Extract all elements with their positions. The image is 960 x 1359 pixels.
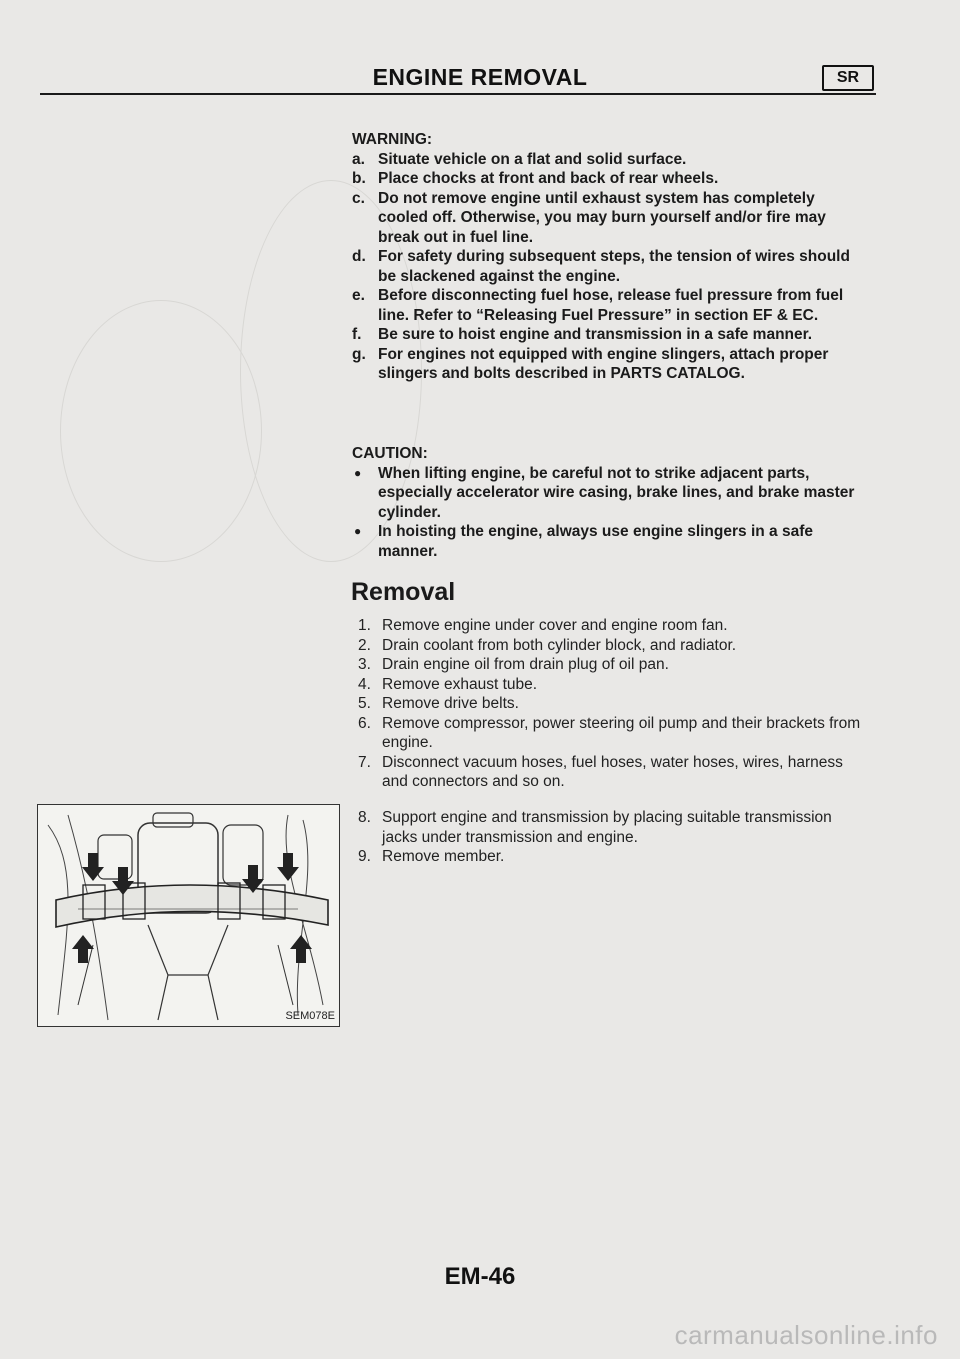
step-text: Remove exhaust tube.: [382, 675, 538, 693]
section-badge: SR: [822, 65, 874, 91]
header-rule: [40, 93, 876, 95]
item-marker: g.: [352, 345, 366, 363]
step-number: 2.: [358, 636, 371, 654]
step-number: 1.: [358, 617, 371, 634]
step-text: Drain engine oil from drain plug of oil pan.: [382, 656, 669, 673]
step-item: [358, 655, 868, 675]
warning-item: [352, 189, 868, 248]
item-text: Before disconnecting fuel hose, release fuel pressure from fuel line. Refer to “Releasing Fuel Pressure” in section EF & EC.: [378, 287, 844, 324]
item-marker: f.: [352, 326, 362, 343]
step-item: [358, 675, 868, 695]
step-item: [358, 636, 868, 656]
step-number: 7.: [358, 753, 371, 771]
item-marker: c.: [352, 189, 365, 207]
section-title: Removal: [351, 578, 456, 606]
step-item: [358, 753, 868, 792]
item-text: Be sure to hoist engine and transmission in a safe manner.: [378, 326, 813, 343]
step-item: [358, 694, 868, 714]
step-text: Drain coolant from both cylinder block, and radiator.: [382, 636, 737, 654]
warning-item: [352, 325, 868, 345]
step-number: 9.: [358, 848, 371, 865]
step-number: 8.: [358, 809, 371, 826]
bullet-icon: ●: [354, 524, 362, 538]
caution-item: [352, 464, 868, 523]
item-marker: e.: [352, 287, 365, 304]
warning-heading: WARNING:: [352, 131, 433, 148]
removal-steps-continued: [358, 808, 868, 867]
step-text: Remove drive belts.: [382, 695, 519, 712]
item-marker: b.: [352, 170, 366, 187]
item-text: In hoisting the engine, always use engine slingers in a safe manner.: [378, 523, 813, 560]
bullet-icon: ●: [354, 465, 362, 480]
item-text: Do not remove engine until exhaust system has completely cooled off. Otherwise, you may burn yourself and/or fire may break out in fuel line.: [378, 189, 826, 246]
step-text: Remove member.: [382, 848, 505, 865]
step-item: [358, 808, 868, 847]
step-text: Remove compressor, power steering oil pump and their brackets from engine.: [382, 714, 861, 751]
step-number: 4.: [358, 675, 371, 693]
step-number: 5.: [358, 695, 371, 712]
item-marker: a.: [352, 150, 365, 168]
item-text: For safety during subsequent steps, the tension of wires should be slackened against the engine.: [378, 248, 850, 285]
warning-item: [352, 150, 868, 170]
page-title: ENGINE REMOVAL: [372, 64, 588, 90]
item-text: Place chocks at front and back of rear wheels.: [378, 170, 719, 187]
step-text: Remove engine under cover and engine room fan.: [382, 617, 728, 634]
removal-steps: [358, 616, 868, 792]
watermark: carmanualsonline.info: [674, 1320, 938, 1350]
warning-item: [352, 169, 868, 189]
step-item: [358, 616, 868, 636]
engine-member-illustration: [37, 804, 340, 1027]
item-marker: d.: [352, 248, 366, 265]
step-number: 6.: [358, 714, 371, 732]
item-text: Situate vehicle on a flat and solid surface.: [378, 150, 687, 168]
caution-item: [352, 522, 868, 561]
warning-item: [352, 286, 868, 325]
item-text: When lifting engine, be careful not to strike adjacent parts, especially accelerator wire casing, brake lines, and brake master cylinder.: [378, 464, 855, 521]
warning-block: [352, 130, 868, 384]
bleed-through-shape: [60, 300, 262, 562]
step-item: [358, 847, 868, 867]
warning-item: [352, 247, 868, 286]
caution-heading: CAUTION:: [352, 445, 428, 462]
step-text: Disconnect vacuum hoses, fuel hoses, water hoses, wires, harness and connectors and so on.: [382, 753, 843, 790]
page-number: EM-46: [444, 1263, 516, 1290]
step-item: [358, 714, 868, 753]
figure-code: SEM078E: [285, 1010, 335, 1022]
item-text: For engines not equipped with engine slingers, attach proper slingers and bolts described in PARTS CATALOG.: [378, 345, 829, 382]
engine-diagram: [38, 805, 338, 1025]
step-text: Support engine and transmission by placing suitable transmission jacks under transmission and engine.: [382, 809, 832, 846]
caution-block: [352, 444, 868, 561]
step-number: 3.: [358, 656, 371, 673]
warning-item: [352, 345, 868, 384]
